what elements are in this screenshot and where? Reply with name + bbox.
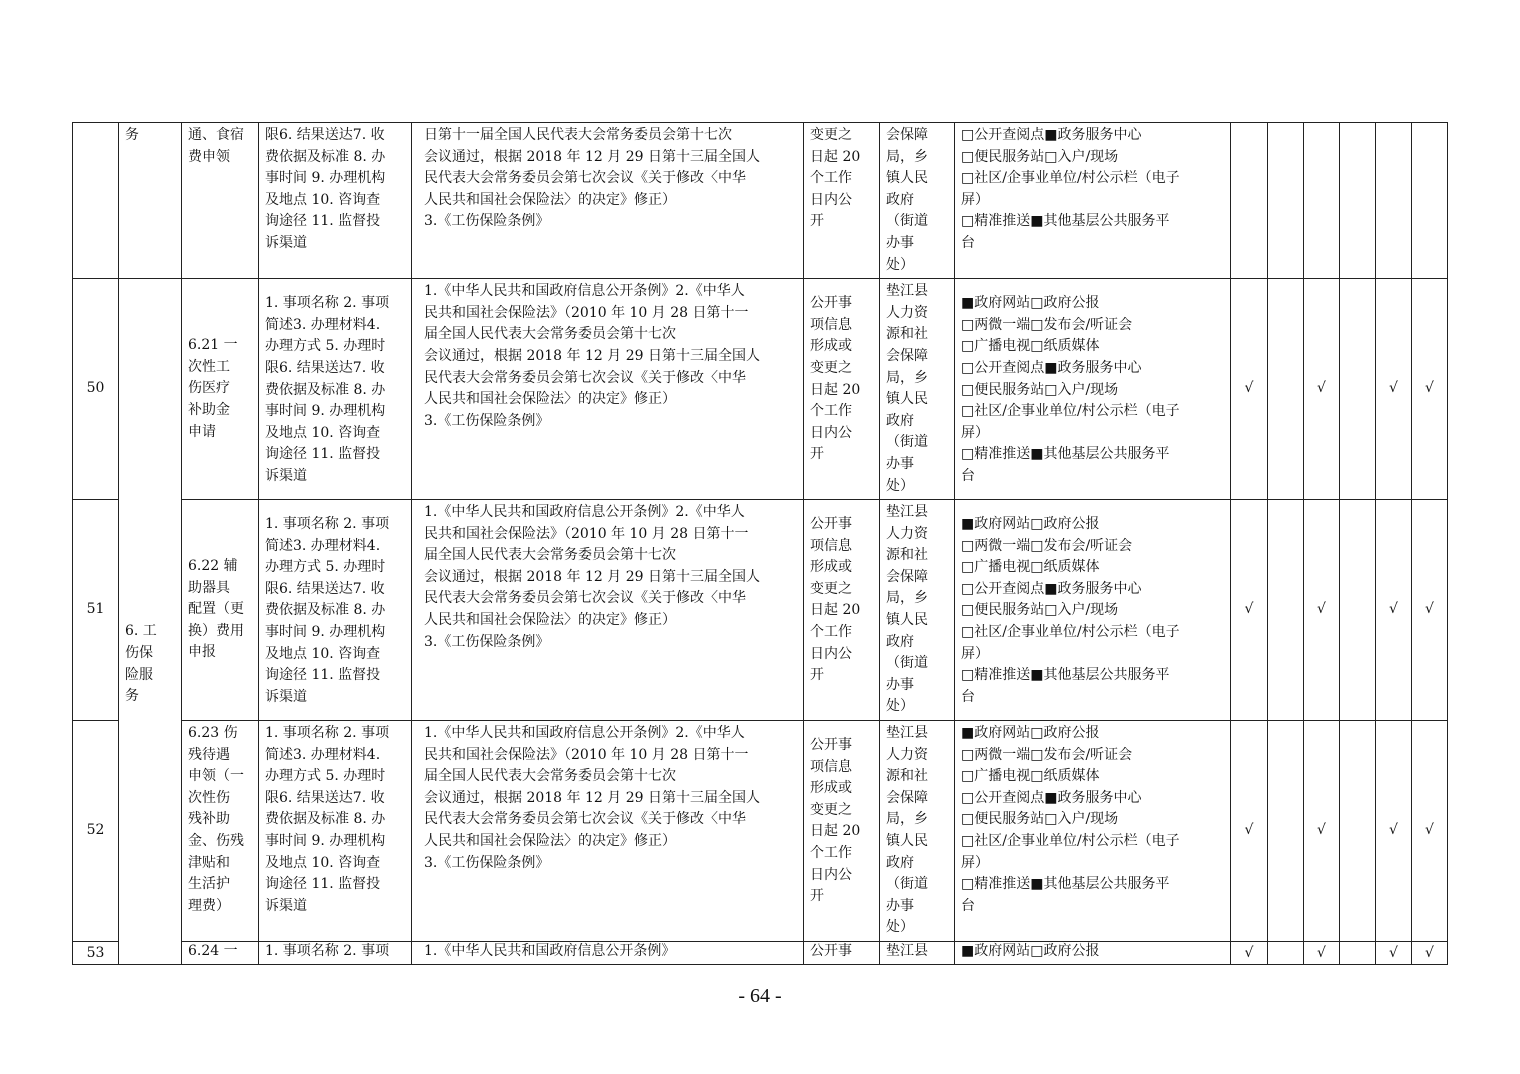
time-limit-text: 公开事	[810, 942, 852, 959]
basis-cell	[412, 941, 804, 964]
check-cell	[1268, 721, 1304, 942]
channels-text: ■政府网站□政府公报 □两微一端□发布会/听证会 □广播电视□纸质媒体 □公开查阅点■政务服务中心 □便民服务站□入户/现场 □社区/企事业单位/村公示栏（电子 屏） □精准推送■其他基层公共服务平 台	[961, 725, 1180, 914]
time-limit-cell	[804, 279, 880, 500]
item-name-cell	[182, 941, 259, 964]
time-limit-text: 公开事 项信息 形成或 变更之 日起 20 个工作 日内公 开	[810, 737, 861, 905]
check-cell	[1268, 279, 1304, 500]
check-cell: √	[1231, 279, 1268, 500]
check-cell: √	[1304, 721, 1340, 942]
check-cell	[1340, 123, 1376, 279]
check-cell: √	[1412, 279, 1448, 500]
check-cell	[1340, 941, 1376, 964]
row-number: 53	[73, 941, 119, 964]
check-cell	[1268, 941, 1304, 964]
check-cell	[1268, 123, 1304, 279]
subject-cell	[880, 941, 955, 964]
page-number: - 64 -	[738, 985, 782, 1007]
check-cell: √	[1304, 941, 1340, 964]
subject-cell	[880, 500, 955, 721]
check-cell	[1231, 123, 1268, 279]
category-text: 务	[125, 127, 139, 143]
check-cell: √	[1412, 721, 1448, 942]
check-cell	[1304, 123, 1340, 279]
table-row	[73, 721, 1448, 942]
check-cell: √	[1304, 500, 1340, 721]
basis-text: 1.《中华人民共和国政府信息公开条例》2.《中华人 民共和国社会保险法》（2010 年 10 月 28 日第十一 届全国人民代表大会常务委员会第十七次 会议通过，根据 2018 年 12 月 29 日第十三届全国人 民代表大会常务委员会第七次会议《关于修改〈中华 人民共和国社会保险法〉的决定》修正） 3.《工伤保险条例》	[424, 504, 760, 650]
subject-text: 垫江县 人力资 源和社 会保障 局，乡 镇人民 政府 （街道 办事 处）	[886, 283, 928, 494]
item-name-cell	[182, 721, 259, 942]
check-cell: √	[1376, 721, 1412, 942]
check-cell	[1340, 721, 1376, 942]
time-limit-text: 公开事 项信息 形成或 变更之 日起 20 个工作 日内公 开	[810, 295, 861, 463]
check-cell: √	[1231, 500, 1268, 721]
content-cell	[259, 500, 412, 721]
subject-cell	[880, 279, 955, 500]
item-name-text: 通、食宿 费申领	[188, 127, 244, 165]
table-row	[73, 123, 1448, 279]
basis-text: 日第十一届全国人民代表大会常务委员会第十七次 会议通过，根据 2018 年 12 月 29 日第十三届全国人 民代表大会常务委员会第七次会议《关于修改〈中华 人民共和国社会保险法〉的决定》修正） 3.《工伤保险条例》	[424, 127, 760, 230]
time-limit-cell	[804, 500, 880, 721]
subject-text: 垫江县 人力资 源和社 会保障 局，乡 镇人民 政府 （街道 办事 处）	[886, 504, 928, 715]
check-cell: √	[1231, 721, 1268, 942]
item-name-text: 6.21 一 次性工 伤医疗 补助金 申请	[188, 337, 238, 440]
row-number	[73, 123, 119, 279]
channels-text: □公开查阅点■政务服务中心 □便民服务站□入户/现场 □社区/企事业单位/村公示栏（电子 屏） □精准推送■其他基层公共服务平 台	[961, 127, 1180, 251]
channels-cell	[955, 941, 1231, 964]
time-limit-text: 公开事 项信息 形成或 变更之 日起 20 个工作 日内公 开	[810, 516, 861, 684]
row-number: 50	[73, 279, 119, 500]
table-row	[73, 500, 1448, 721]
content-text: 1. 事项名称 2. 事项 简述3. 办理材料4. 办理方式 5. 办理时 限6. 结果送达7. 收 费依据及标准 8. 办 事时间 9. 办理机构 及地点 10. 咨询查 询途径 11. 监督投 诉渠道	[265, 725, 390, 914]
row-number: 51	[73, 500, 119, 721]
subject-text: 会保障 局，乡 镇人民 政府 （街道 办事 处）	[886, 127, 928, 273]
time-limit-text: 变更之 日起 20 个工作 日内公 开	[810, 127, 861, 230]
item-name-text: 6.24 一	[188, 942, 238, 959]
check-cell	[1340, 500, 1376, 721]
time-limit-cell	[804, 941, 880, 964]
table-row	[73, 279, 1448, 500]
basis-cell	[412, 721, 804, 942]
check-cell	[1376, 123, 1412, 279]
check-cell: √	[1231, 941, 1268, 964]
item-name-cell	[182, 500, 259, 721]
channels-cell	[955, 123, 1231, 279]
check-cell: √	[1376, 500, 1412, 721]
item-name-cell	[182, 123, 259, 279]
channels-cell	[955, 500, 1231, 721]
subject-cell	[880, 721, 955, 942]
time-limit-cell	[804, 123, 880, 279]
disclosure-table	[72, 122, 1448, 965]
check-cell	[1340, 279, 1376, 500]
basis-text: 1.《中华人民共和国政府信息公开条例》2.《中华人 民共和国社会保险法》（2010 年 10 月 28 日第十一 届全国人民代表大会常务委员会第十七次 会议通过，根据 2018 年 12 月 29 日第十三届全国人 民代表大会常务委员会第七次会议《关于修改〈中华 人民共和国社会保险法〉的决定》修正） 3.《工伤保险条例》	[424, 283, 760, 429]
basis-text: 1.《中华人民共和国政府信息公开条例》	[424, 942, 676, 959]
channels-text: ■政府网站□政府公报 □两微一端□发布会/听证会 □广播电视□纸质媒体 □公开查阅点■政务服务中心 □便民服务站□入户/现场 □社区/企事业单位/村公示栏（电子 屏） □精准推送■其他基层公共服务平 台	[961, 516, 1180, 705]
content-text: 限6. 结果送达7. 收 费依据及标准 8. 办 事时间 9. 办理机构 及地点 10. 咨询查 询途径 11. 监督投 诉渠道	[265, 127, 386, 251]
content-cell	[259, 941, 412, 964]
content-cell	[259, 279, 412, 500]
check-cell: √	[1376, 279, 1412, 500]
check-cell	[1268, 500, 1304, 721]
check-cell: √	[1412, 941, 1448, 964]
subject-text: 垫江县 人力资 源和社 会保障 局，乡 镇人民 政府 （街道 办事 处）	[886, 725, 928, 936]
channels-cell	[955, 279, 1231, 500]
basis-cell	[412, 123, 804, 279]
category-text: 6. 工 伤保 险服 务	[125, 623, 157, 705]
check-cell	[1412, 123, 1448, 279]
item-name-cell	[182, 279, 259, 500]
basis-cell	[412, 500, 804, 721]
channels-cell	[955, 721, 1231, 942]
time-limit-cell	[804, 721, 880, 942]
basis-cell	[412, 279, 804, 500]
subject-text: 垫江县	[886, 942, 928, 959]
content-text: 1. 事项名称 2. 事项	[265, 942, 390, 959]
category-cell	[119, 279, 182, 965]
basis-text: 1.《中华人民共和国政府信息公开条例》2.《中华人 民共和国社会保险法》（2010 年 10 月 28 日第十一 届全国人民代表大会常务委员会第十七次 会议通过，根据 2018 年 12 月 29 日第十三届全国人 民代表大会常务委员会第七次会议《关于修改〈中华 人民共和国社会保险法〉的决定》修正） 3.《工伤保险条例》	[424, 725, 760, 871]
channels-text: ■政府网站□政府公报 □两微一端□发布会/听证会 □广播电视□纸质媒体 □公开查阅点■政务服务中心 □便民服务站□入户/现场 □社区/企事业单位/村公示栏（电子 屏） □精准推送■其他基层公共服务平 台	[961, 295, 1180, 484]
row-number: 52	[73, 721, 119, 942]
table-row	[73, 941, 1448, 964]
check-cell: √	[1376, 941, 1412, 964]
channels-text: ■政府网站□政府公报	[961, 942, 1100, 959]
content-cell	[259, 123, 412, 279]
item-name-text: 6.22 辅 助器具 配置（更 换）费用 申报	[188, 558, 244, 661]
check-cell: √	[1412, 500, 1448, 721]
content-text: 1. 事项名称 2. 事项 简述3. 办理材料4. 办理方式 5. 办理时 限6. 结果送达7. 收 费依据及标准 8. 办 事时间 9. 办理机构 及地点 10. 咨询查 询途径 11. 监督投 诉渠道	[265, 516, 390, 705]
content-cell	[259, 721, 412, 942]
subject-cell	[880, 123, 955, 279]
check-cell: √	[1304, 279, 1340, 500]
item-name-text: 6.23 伤 残待遇 申领（一 次性伤 残补助 金、伤残 津贴和 生活护 理费）	[188, 725, 244, 914]
category-cell	[119, 123, 182, 279]
content-text: 1. 事项名称 2. 事项 简述3. 办理材料4. 办理方式 5. 办理时 限6. 结果送达7. 收 费依据及标准 8. 办 事时间 9. 办理机构 及地点 10. 咨询查 询途径 11. 监督投 诉渠道	[265, 295, 390, 484]
